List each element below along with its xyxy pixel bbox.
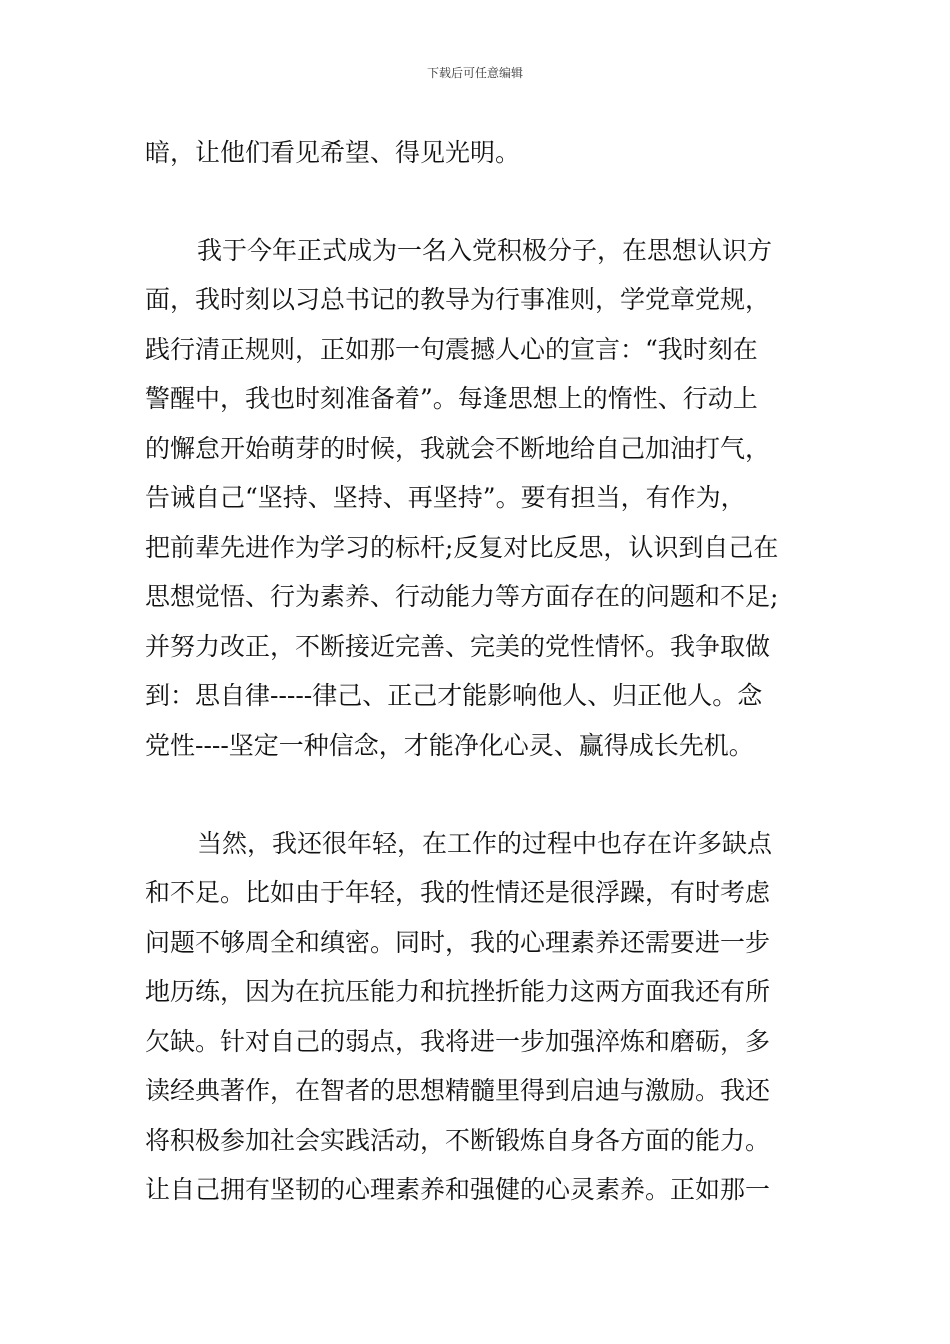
- paragraph-line: 告诫自己“坚持、坚持、再坚持”。要有担当，有作为，: [145, 483, 746, 512]
- paragraph-line: 将积极参加社会实践活动，不断锻炼自身各方面的能力。: [145, 1126, 771, 1155]
- paragraph-line: 警醒中，我也时刻准备着”。每逢思想上的惰性、行动上: [145, 384, 758, 413]
- paragraph-line: 地历练，因为在抗压能力和抗挫折能力这两方面我还有所: [145, 977, 771, 1006]
- paragraph-line: 并努力改正，不断接近完善、完美的党性情怀。我争取做: [145, 632, 771, 661]
- paragraph-line: 欠缺。针对自己的弱点，我将进一步加强淬炼和磨砺，多: [145, 1027, 771, 1056]
- paragraph-line: 党性----坚定一种信念，才能净化心灵、赢得成长先机。: [145, 731, 754, 760]
- page-header: 下载后可任意编辑: [426, 66, 523, 80]
- paragraph-line: 我于今年正式成为一名入党积极分子，在思想认识方: [197, 236, 773, 265]
- paragraph-line: 当然，我还很年轻，在工作的过程中也存在许多缺点: [197, 829, 773, 858]
- paragraph-line: 思想觉悟、行为素养、行动能力等方面存在的问题和不足;: [145, 582, 779, 611]
- paragraph-line: 到：思自律-----律己、正己才能影响他人、归正他人。念: [145, 681, 763, 710]
- paragraph-line: 面，我时刻以习总书记的教导为行事准则，学党章党规，: [145, 285, 771, 314]
- paragraph-line: 和不足。比如由于年轻，我的性情还是很浮躁，有时考虑: [145, 878, 771, 907]
- paragraph-line: 的懈怠开始萌芽的时候，我就会不断地给自己加油打气，: [145, 434, 771, 463]
- paragraph-line: 读经典著作，在智者的思想精髓里得到启迪与激励。我还: [145, 1076, 771, 1105]
- paragraph-line: 暗，让他们看见希望、得见光明。: [145, 138, 521, 167]
- paragraph-line: 践行清正规则，正如那一句震撼人心的宣言：“我时刻在: [145, 335, 758, 364]
- paragraph-line: 让自己拥有坚韧的心理素养和强健的心灵素养。正如那一: [145, 1175, 771, 1204]
- paragraph-line: 问题不够周全和缜密。同时，我的心理素养还需要进一步: [145, 928, 771, 957]
- paragraph-line: 把前辈先进作为学习的标杆;反复对比反思，认识到自己在: [145, 533, 779, 562]
